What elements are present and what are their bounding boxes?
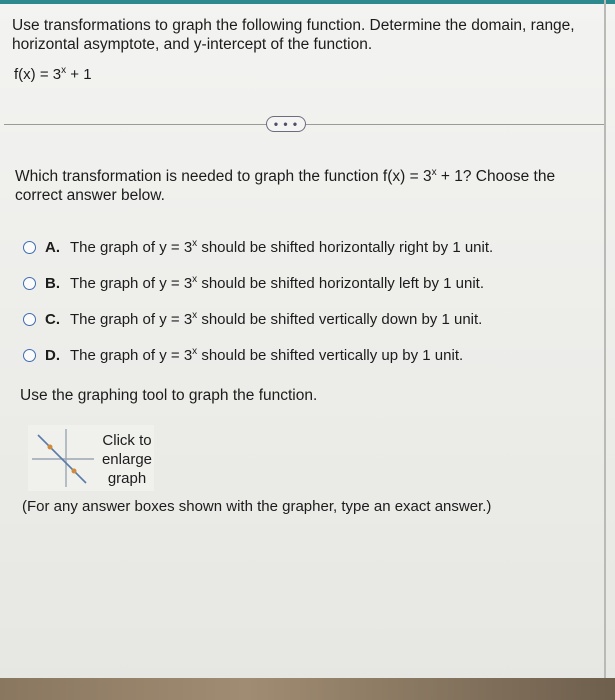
answer-box-note: (For any answer boxes shown with the grapher, type an exact answer.) <box>22 498 492 515</box>
radio-option-a[interactable] <box>23 241 36 254</box>
function-exponent: x <box>61 65 67 76</box>
transformation-question-line-1 <box>15 167 590 186</box>
transformation-question <box>15 167 590 205</box>
option-c-letter: C. <box>45 310 60 328</box>
option-d-text: The graph of $y = 3^x$ should be shifted vertically up by 1 unit. <box>70 345 464 364</box>
option-b[interactable] <box>23 272 484 294</box>
tq-pre: Which transformation is needed to graph the function f(x) = 3 <box>15 168 432 185</box>
radio-option-c[interactable] <box>23 313 36 326</box>
tq-post: + 1? Choose the <box>436 168 556 185</box>
function-lhs: f(x) = 3 <box>14 66 62 83</box>
enlarge-line-1: Click to <box>102 432 152 449</box>
option-d[interactable] <box>23 344 463 366</box>
enlarge-graph-link[interactable] <box>28 425 154 491</box>
option-b-letter: B. <box>45 274 60 292</box>
radio-option-b[interactable] <box>23 277 36 290</box>
function-rhs: + 1 <box>66 66 92 83</box>
question-line-2: horizontal asymptote, and y-intercept of the function. <box>12 36 373 53</box>
enlarge-line-3: graph <box>107 470 147 487</box>
enlarge-graph-label[interactable] <box>98 431 156 488</box>
option-a[interactable] <box>23 236 493 258</box>
transformation-question-line-2: correct answer below. <box>15 187 165 204</box>
graphing-instruction: Use the graphing tool to graph the function. <box>20 387 318 404</box>
desk-background-strip <box>0 678 615 700</box>
option-c[interactable] <box>23 308 482 330</box>
option-a-text: The graph of $y = 3^x$ should be shifted horizontally right by 1 unit. <box>70 237 494 256</box>
question-prompt <box>12 16 597 54</box>
radio-option-d[interactable] <box>23 349 36 362</box>
option-a-letter: A. <box>45 238 60 256</box>
option-c-text: The graph of $y = 3^x$ should be shifted vertically down by 1 unit. <box>70 309 483 328</box>
expand-more-button[interactable] <box>266 116 306 132</box>
question-line-1: Use transformations to graph the following function. Determine the domain, range, <box>12 17 575 34</box>
graph-thumbnail-icon <box>28 425 98 491</box>
option-d-letter: D. <box>45 346 60 364</box>
function-definition <box>14 66 92 83</box>
tq-exponent: x <box>431 167 437 178</box>
more-dots-icon: • • • <box>273 117 299 131</box>
option-b-text: The graph of $y = 3^x$ should be shifted horizontally left by 1 unit. <box>70 273 485 292</box>
enlarge-line-2: enlarge <box>101 451 153 468</box>
panel-right-border <box>604 0 606 680</box>
top-accent-strip <box>0 0 615 4</box>
